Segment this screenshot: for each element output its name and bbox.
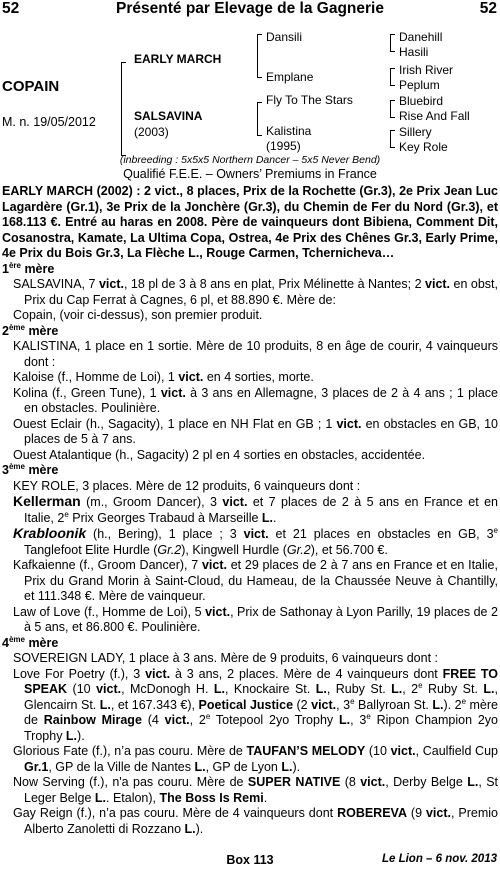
sire-dam: Emplane — [266, 70, 314, 84]
dam-year: (2003) — [134, 125, 169, 139]
horse-name: COPAIN — [2, 78, 60, 95]
sovereign-lady-paragraph: SOVEREIGN LADY, 1 place à 3 ans. Mère de 9 produits, 6 vainqueurs dont : — [13, 651, 439, 665]
page-header — [0, 0, 500, 20]
law-of-love-line: Law of Love (f., Homme de Loi), 5 vict., Prix de Sathonay à Lyon Parilly, 19 places de 2 à 5 ans, et 86.800 €. Poulinière. — [13, 604, 498, 634]
section-num: 4 — [2, 635, 9, 650]
ss-dam: Hasili — [399, 45, 429, 59]
dam-name: SALSAVINA — [134, 109, 203, 123]
copain-line: Copain, (voir ci-dessus), son premier produit. — [13, 308, 263, 322]
horse-info: M. n. 19/05/2012 — [2, 115, 96, 129]
sale-source: Le Lion – 6 nov. 2013 — [381, 853, 497, 865]
section-num: 1 — [2, 261, 9, 276]
sd-dam: Peplum — [399, 78, 440, 92]
ds-sire: Bluebird — [399, 94, 444, 108]
pedigree-body — [2, 184, 498, 837]
section-sup: ème — [8, 634, 25, 644]
bracket-dd — [390, 130, 395, 148]
inbreeding-note: (inbreeding : 5x5x5 Northern Dancer – 5x5 Never Bend) — [119, 154, 381, 166]
section-suffix: mère — [24, 323, 59, 338]
bracket-sd — [390, 68, 395, 86]
sire-paragraph: EARLY MARCH (2002) : 2 vict., 8 places, Prix de la Rochette (Gr.3), 2e Prix Jean Luc Lagardère (Gr.1), 3e Prix de la Jonchère (Gr.3), du Chemin de Fer du Nord (Gr.3), et 168.113 €. Entré au haras en 2008. Père de vainqueurs dont Bibiena, Comment Dit, Cosanostra, Kamate, La Ultima Copa, Ostrea, 4e Prix des Chênes Gr.3, Early Prime, 4e Prix du Bois Gr.3, La Flèche L., Rouge Carmen, Tchernicheva… — [2, 184, 498, 260]
gay-reign-line: Gay Reign (f.), n’a pas couru. Mère de 4 vainqueurs dont ROBEREVA (9 vict., Premio Alberto Zanoletti di Rozzano L.). — [13, 806, 499, 836]
section-1ere-mere — [2, 262, 498, 278]
section-sup: ème — [8, 322, 25, 332]
section-num: 2 — [2, 323, 9, 338]
section-3eme-mere — [2, 463, 498, 479]
dd-dam: Key Role — [399, 140, 448, 154]
sd-sire: Irish River — [399, 63, 454, 77]
dam-dam-year: (1995) — [266, 139, 301, 153]
section-4eme-mere — [2, 636, 498, 652]
pedigree-table — [0, 24, 500, 174]
glorious-fate-line: Glorious Fate (f.), n’a pas couru. Mère de TAUFAN’S MELODY (10 vict., Caulfield Cup Gr.1, GP de la Ville de Nantes L., GP de Lyon L.). — [13, 744, 498, 774]
section-sup: ème — [8, 461, 25, 471]
ouest-atlantique-line: Ouest Atalantique (h., Sagacity) 2 pl en 4 sorties en obstacles, accidentée. — [13, 447, 426, 462]
kalistina-paragraph: KALISTINA, 1 place en 1 sortie. Mère de 10 produits, 8 en âge de courir, 4 vainqueurs dont : — [13, 339, 498, 369]
sire-sire: Dansili — [266, 30, 303, 44]
kafkaienne-line: Kafkaienne (f., Groom Dancer), 7 vict. et 29 places de 2 à 7 ans en France et en Italie, Prix du Grand Morin à Saint-Cloud, du Hameau, de la Chaussée Neuve à Chantilly, et 111.348 €. Mère de vainqueur. — [13, 558, 498, 603]
bracket-ds — [390, 100, 395, 118]
key-role-paragraph: KEY ROLE, 3 places. Mère de 12 produits, 6 vainqueurs dont : — [13, 478, 361, 493]
bracket-dam — [257, 102, 262, 136]
ss-sire: Danehill — [399, 30, 443, 44]
dd-sire: Sillery — [399, 125, 432, 139]
kolina-line: Kolina (f., Green Tune), 1 vict. à 3 ans en Allemagne, 3 places de 2 à 4 ans ; 1 place en obstacles. Poulinière. — [13, 385, 498, 415]
section-suffix: mère — [24, 463, 59, 477]
box-number: Box 113 — [226, 853, 274, 867]
section-2eme-mere — [2, 324, 498, 340]
krabloonik-line: Krabloonik (h., Bering), 1 place ; 3 vict. et 21 places en obstacles en GB, 3e Tanglefoot Elite Hurdle (Gr.2), Kingwell Hurdle (Gr.2), et 56.700 €. — [13, 525, 498, 557]
section-sup: ère — [8, 260, 21, 270]
lot-number-right: 52 — [479, 0, 497, 17]
lot-number: 52 — [2, 0, 20, 17]
consignor-title: Présenté par Elevage de la Gagnerie — [116, 0, 384, 17]
now-serving-line: Now Serving (f.), n'a pas couru. Mère de SUPER NATIVE (8 vict., Derby Belge L., St Leger Belge L.. Etalon), The Boss Is Remi. — [13, 775, 499, 805]
ouest-eclair-line: Ouest Eclair (h., Sagacity), 1 place en NH Flat en GB ; 1 vict. en obstacles en GB, 10 places de 5 à 7 ans. — [13, 416, 498, 446]
bracket-main — [121, 62, 126, 156]
section-suffix: mère — [24, 635, 59, 650]
ds-dam: Rise And Fall — [399, 109, 470, 123]
kaloise-line: Kaloise (f., Homme de Loi), 1 vict. en 4 sorties, morte. — [13, 370, 314, 384]
section-suffix: mère — [20, 261, 55, 276]
kellerman-line: Kellerman (m., Groom Dancer), 3 vict. et 7 places de 2 à 5 ans en France et en Italie, 2e Prix Georges Trabaud à Marseille L.. — [13, 493, 498, 525]
section-num: 3 — [2, 463, 9, 477]
qualification-note: Qualifié F.E.E. – Owners’ Premiums in France — [123, 167, 377, 181]
salsavina-paragraph: SALSAVINA, 7 vict., 18 pl de 3 à 8 ans en plat, Prix Mélinette à Nantes; 2 vict. en obst, Prix du Cap Ferrat à Cagnes, 6 pl, et 88.890 €. Mère de: — [13, 277, 499, 307]
bracket-ss — [390, 34, 395, 52]
bracket-sire — [257, 34, 262, 78]
page-footer — [0, 853, 500, 871]
dam-sire: Fly To The Stars — [266, 93, 353, 107]
sire-name: EARLY MARCH — [134, 52, 222, 66]
love-for-poetry-line: Love For Poetry (f.), 3 vict. à 3 ans, 2 places. Mère de 4 vainqueurs dont FREE TO SPEAK (10 vict., McDonogh H. L., Knockaire St. L., Ruby St. L., 2e Ruby St. L., Glencairn St. L., et 167.343 €), Poetical Justice (2 vict., 3e Ballyroan St. L.). 2e mère de Rainbow Mirage (4 vict., 2e Totepool 2yo Trophy L., 3e Ripon Champion 2yo Trophy L.). — [13, 666, 499, 743]
dam-dam: Kalistina — [266, 124, 312, 138]
